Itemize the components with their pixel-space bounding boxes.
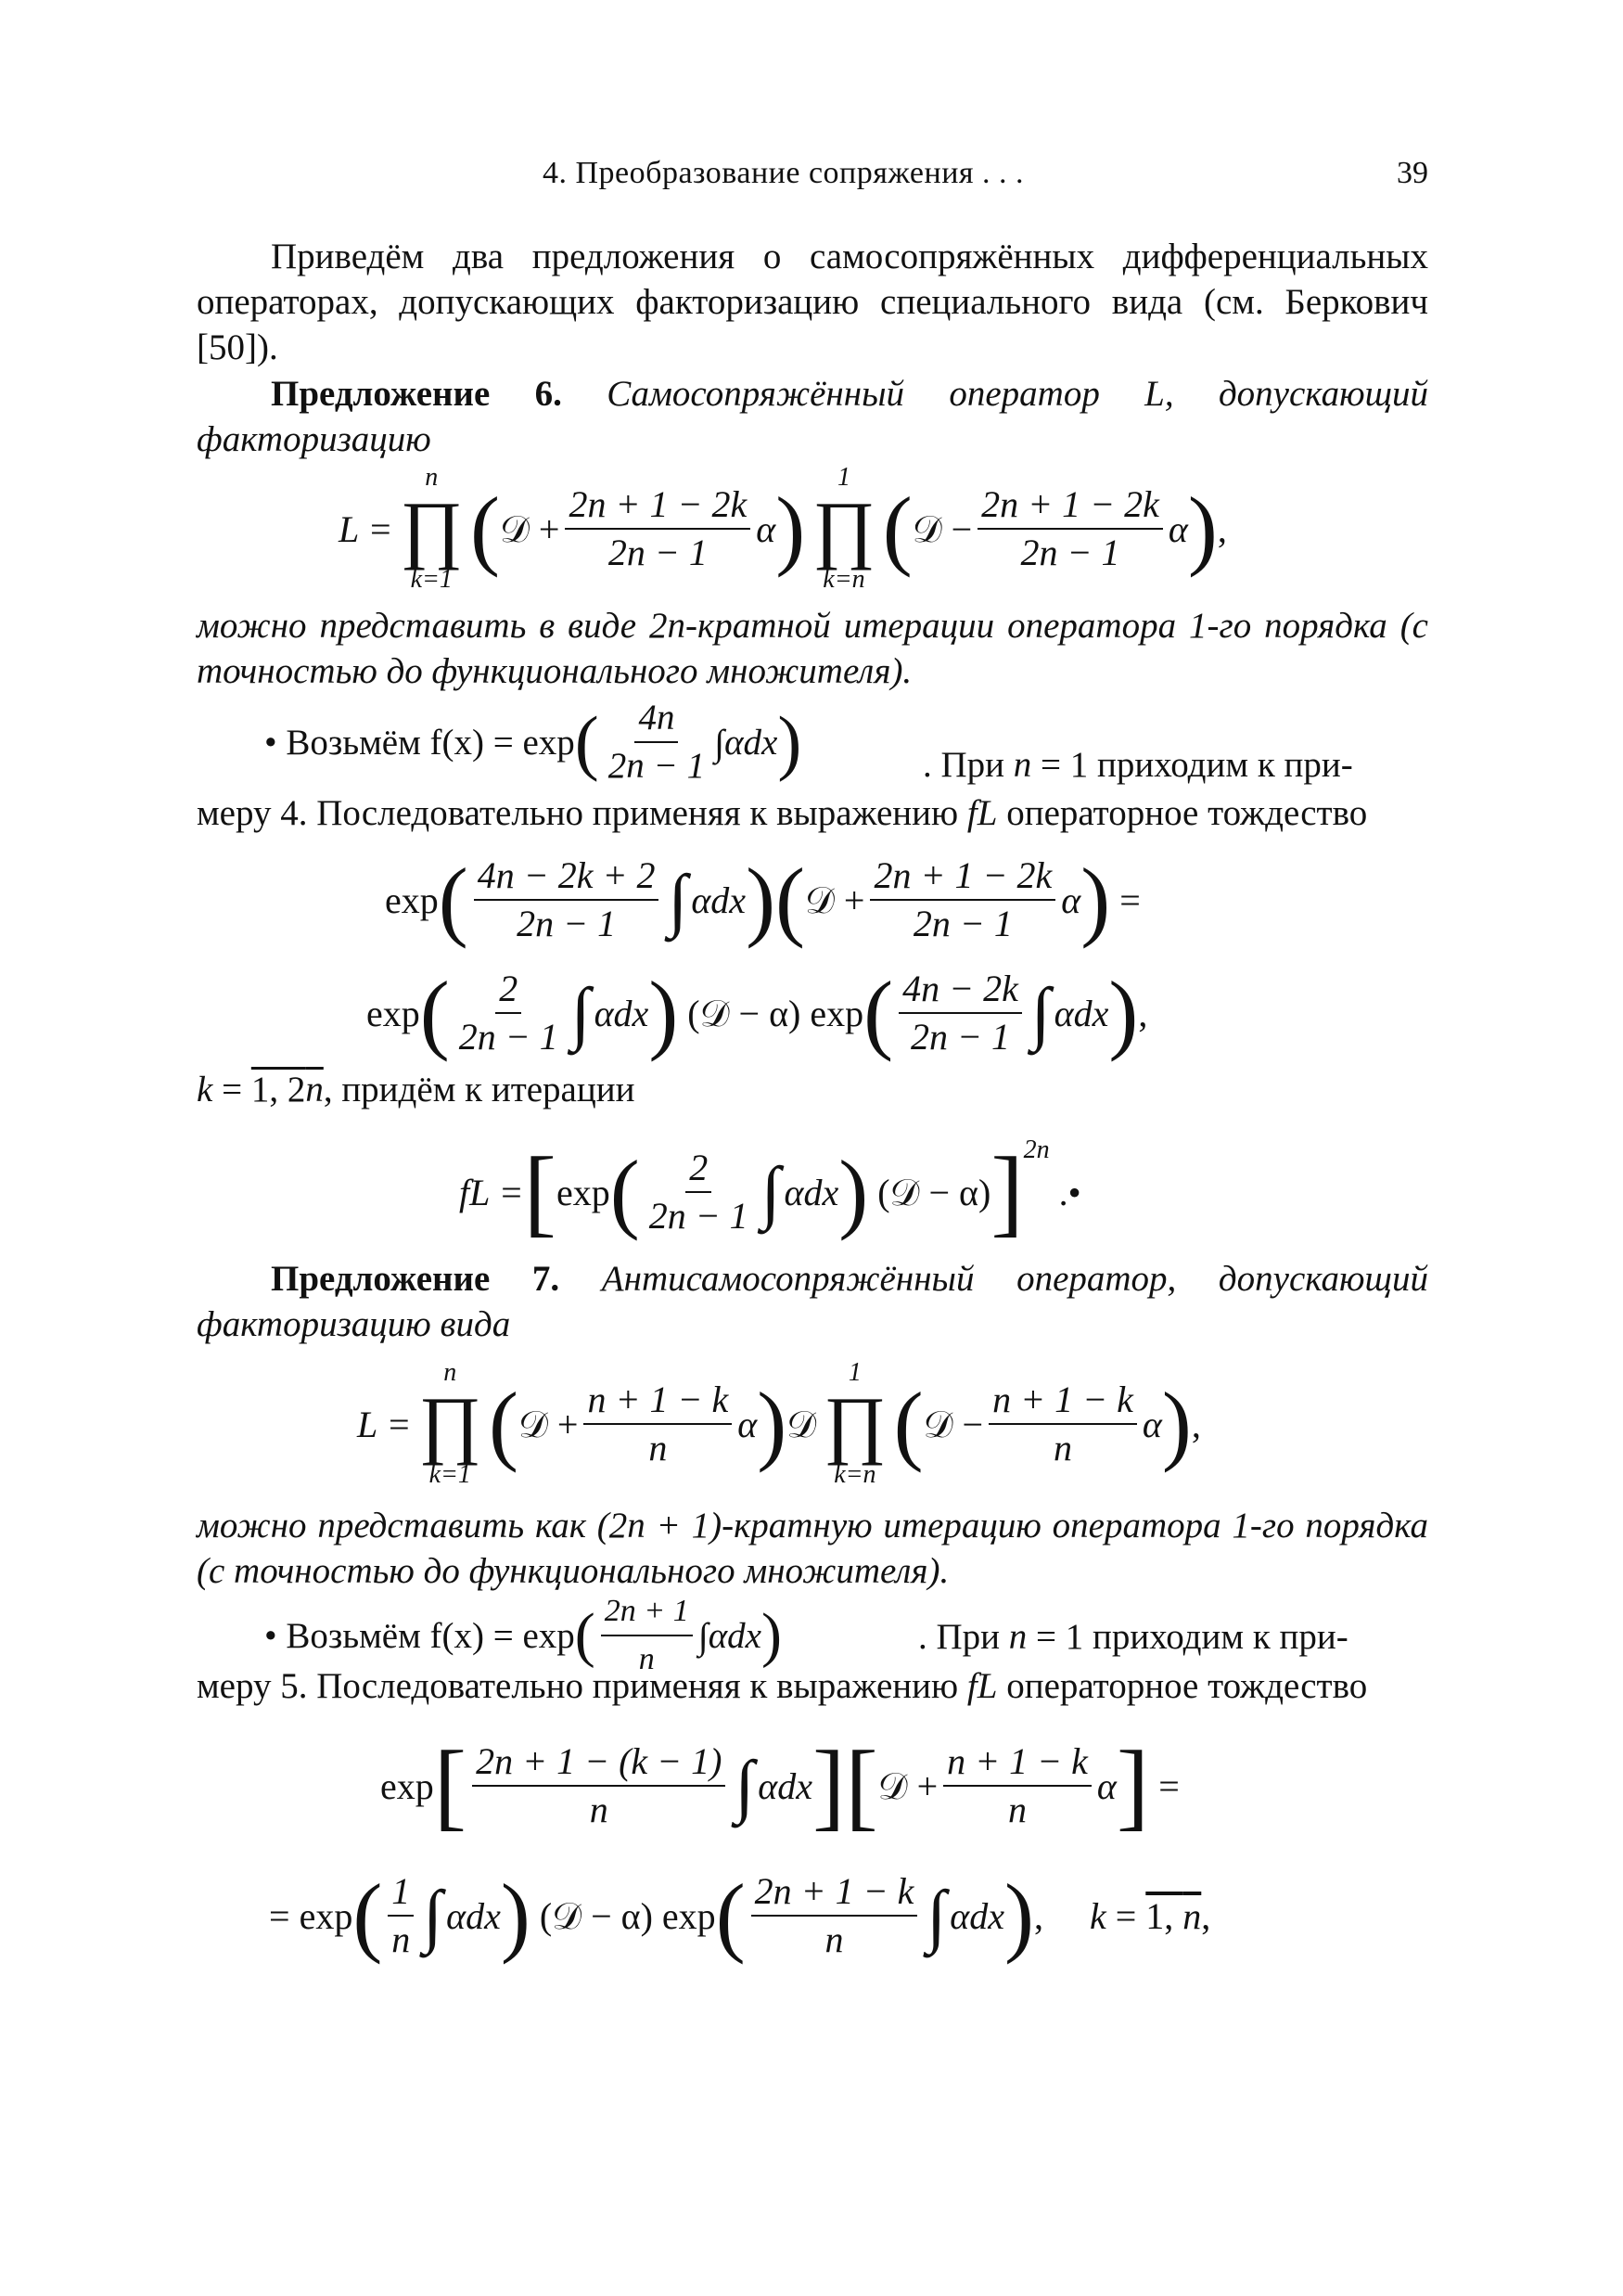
math-adx: αdx [784,1171,839,1213]
math-minus: − [962,1403,984,1445]
math-alpha: α [756,507,776,550]
math-exp: exp [380,1764,434,1807]
math-alpha: α [1061,879,1081,921]
product-sign: n ∏ k=1 [418,1358,482,1489]
prop6-proof-line3: k = 1, 2n, придём к итерации [197,1070,635,1110]
fraction: $\frac{2n + 1 - 2k}{2n - 1}$ [870,856,1055,943]
fraction: $\frac{2}{2n - 1}$ [648,1147,748,1237]
header-title: 4. Преобразование сопряжения . . . [543,156,1025,190]
prop7-proof-line2: меру 5. Последовательно применяя к выражению fL операторное тождество [197,1666,1368,1706]
prop7-label: Предложение 7. [271,1259,560,1299]
fraction: $\frac{2n + 1}{n}$ [601,1592,693,1679]
fraction: $\frac{1}{n}$ [388,1872,414,1959]
math-power: 2n [1023,1135,1050,1164]
math-comma: , [1033,1894,1043,1937]
formula-identity-1a: exp ( $\frac{4n - 2k + 2}{2n - 1}$ ∫ αdx ) ( 𝒟 + $\frac{2n + 1 - 2k}{2n - 1}$ α ) = [385,850,1141,949]
math-adx: αdx [724,722,778,763]
bracket-left: [ [523,1137,556,1246]
prop7-proof-line1: • Возьмём f(x) = exp ( $\frac{2n + 1}{n}$ ∫ αdx ) [264,1594,782,1677]
math-L: L = [357,1403,412,1445]
math-adx: αdx [1054,992,1109,1034]
bracket-right: ] [990,1137,1024,1246]
formula-identity-1b: exp ( $\frac{2}{2n - 1}$ ∫ αdx ) (𝒟 − α) exp ( $\frac{4n - 2k}{2n - 1}$ ∫ αdx ) , [366,963,1148,1062]
math-adx: αdx [594,992,649,1034]
fraction: $\frac{2n + 1 - (k - 1)}{n}$ [472,1742,725,1829]
math-minus: − [951,507,973,550]
prod-lower: k=n [823,565,865,594]
math-D: 𝒟 [923,1403,953,1445]
prod-upper: n [425,463,439,492]
math-D: 𝒟 [518,1403,548,1445]
fraction: $\frac{4n - 2k + 2}{2n - 1}$ [474,856,659,943]
bracket-left: [ [845,1731,878,1840]
math-adx: αdx [950,1894,1004,1937]
fraction: $\frac{2n + 1 - k}{n}$ [751,1872,918,1959]
prod-upper: n [443,1358,457,1387]
fraction: $\frac{n + 1 - k}{n}$ [989,1380,1137,1468]
math-comma: , [1138,992,1148,1034]
math-alpha: α [1168,507,1188,550]
math-L: L = [339,507,393,550]
math-fL: fL = [459,1171,524,1213]
math-D: 𝒟 [912,507,942,550]
math-eq: = [269,1894,290,1937]
fraction: $\frac{4n}{2n - 1}$ [607,698,706,786]
running-header [0,156,1623,197]
math-alpha: α [1142,1403,1162,1445]
math-adx: αdx [691,879,747,921]
math-alpha: α [1096,1764,1117,1807]
math-dma: (𝒟 − α) [687,992,801,1034]
fraction: $\frac{n + 1 - k}{n}$ [583,1380,732,1468]
fraction: $\frac{2n + 1 - 2k}{2n - 1}$ [565,485,750,572]
prod-upper: 1 [837,463,850,492]
math-exp: exp [661,1894,716,1937]
prop6-text: Самосопряжённый оператор L, допускающий факторизацию [197,374,1429,459]
math-exp: exp [810,992,864,1034]
fraction: $\frac{2}{2n - 1}$ [458,968,558,1058]
formula-prop6-L: L = n ∏ k=1 ( 𝒟 + $\frac{2n + 1 - 2k}{2n - 1}$ α ) 1 ∏ k=n ( 𝒟 − $\frac{2n + 1 - 2k}{2n - 1}$ α ) , [339,463,1227,594]
math-dma: (𝒟 − α) [877,1171,991,1213]
proof-text: • Возьмём f(x) = exp [264,722,575,763]
bracket-right: ] [812,1731,846,1840]
math-plus: + [843,879,865,921]
prop7-statement [197,1256,1428,1347]
math-eq: = [1119,879,1141,921]
prop6-statement [197,371,1428,462]
proof-end-mark: .• [1058,1171,1081,1213]
math-comma: , [1217,507,1227,550]
math-eq: = [1158,1764,1180,1807]
math-D: 𝒟 [786,1403,817,1445]
prop6-label: Предложение 6. [271,374,562,414]
bracket-left: [ [433,1731,467,1840]
prop7-text: Антисамосопряжённый оператор, допускающий факторизацию вида [197,1259,1428,1344]
math-dma: (𝒟 − α) [539,1894,653,1937]
math-exp: exp [366,992,420,1034]
math-exp: exp [556,1171,610,1213]
proof-text: • Возьмём f(x) = exp [264,1615,575,1656]
math-D: 𝒟 [500,507,530,550]
math-adx: αdx [758,1764,813,1807]
prod-lower: k=1 [410,565,453,594]
formula-iteration-6: fL = [ exp ( $\frac{2}{2n - 1}$ ∫ αdx ) (𝒟 − α) ] 2n .• [459,1135,1081,1246]
math-plus: + [556,1403,579,1445]
math-adx: αdx [446,1894,501,1937]
math-exp: exp [385,879,439,921]
prop6-proof-line2: меру 4. Последовательно применяя к выражению fL операторное тождество [197,793,1368,833]
prop7-conclusion: можно представить как (2n + 1)-кратную итерацию оператора 1-го порядка (с точностью до функционального множителя). [197,1506,1428,1591]
fraction: $\frac{n + 1 - k}{n}$ [943,1742,1092,1829]
prod-lower: k=n [834,1460,876,1489]
product-sign: 1 ∏ k=n [824,1358,887,1489]
formula-prop7-L: L = n ∏ k=1 ( 𝒟 + $\frac{n + 1 - k}{n}$ α ) 𝒟 1 ∏ k=n ( 𝒟 − $\frac{n + 1 - k}{n}$ α ) , [357,1358,1201,1489]
product-sign: 1 ∏ k=n [812,463,875,594]
prop6-conclusion: можно представить в виде 2n-кратной итерации оператора 1-го порядка (с точностью до функционального множителя). [197,606,1428,691]
math-plus: + [538,507,560,550]
prop6-proof-line1: • Возьмём f(x) = exp ( $\frac{4n}{2n - 1}$ ∫ αdx ) [264,698,802,786]
bracket-right: ] [1116,1731,1150,1840]
math-exp: exp [299,1894,353,1937]
page-number: 39 [1397,156,1428,190]
product-sign: n ∏ k=1 [400,463,464,594]
math-alpha: α [737,1403,758,1445]
fraction: $\frac{4n - 2k}{2n - 1}$ [899,969,1022,1057]
math-D: 𝒟 [877,1764,908,1807]
formula-identity-2b: = exp ( $\frac{1}{n}$ ∫ αdx ) (𝒟 − α) exp ( $\frac{2n + 1 - k}{n}$ ∫ αdx ) , k = 1, n , [269,1866,1211,1965]
math-plus: + [916,1764,939,1807]
prop6-proof-tail: . При n = 1 приходим к при- [923,745,1353,785]
math-D: 𝒟 [805,879,835,921]
math-comma: , [1191,1403,1201,1445]
math-adx: αdx [708,1615,761,1656]
prod-lower: k=1 [428,1460,471,1489]
intro-paragraph: Приведём два предложения о самосопряжённых дифференциальных операторах, допускающих факторизацию специального вида (см. Беркович [50]). [197,237,1428,367]
prod-upper: 1 [848,1358,862,1387]
tail-k: k [1089,1894,1106,1937]
prop7-proof-tail: . При n = 1 приходим к при- [918,1617,1348,1657]
fraction: $\frac{2n + 1 - 2k}{2n - 1}$ [978,485,1163,572]
formula-identity-2a: exp [ $\frac{2n + 1 - (k - 1)}{n}$ ∫ αdx ] [ 𝒟 + $\frac{n + 1 - k}{n}$ α ] = [380,1731,1180,1840]
